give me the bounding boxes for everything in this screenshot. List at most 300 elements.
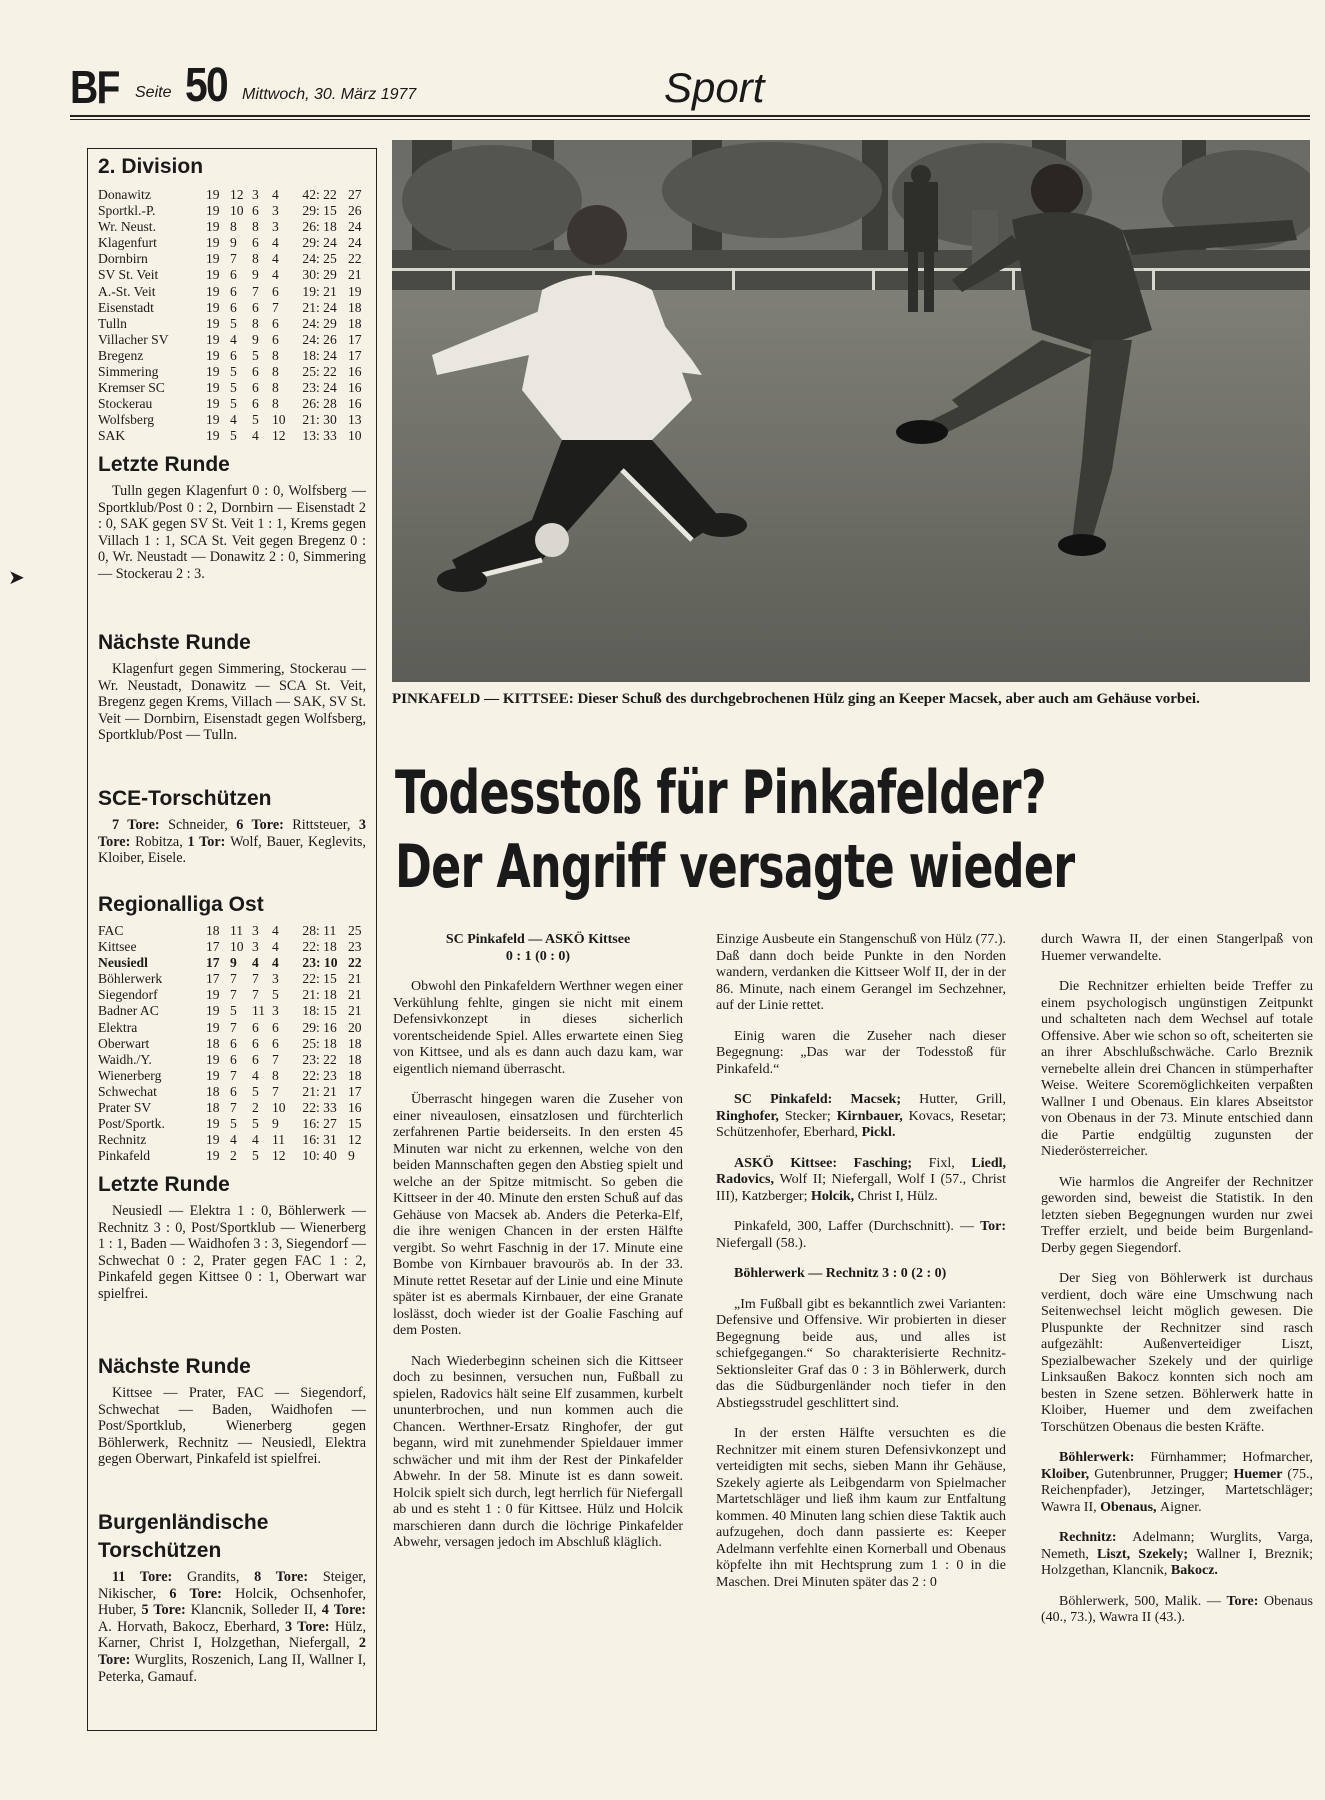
table-cell: 5 xyxy=(252,412,259,428)
table-cell: 2 xyxy=(252,1100,259,1116)
text-run: Gutenbrunner, Prugger; xyxy=(1094,1466,1234,1482)
burg-torschuetzen-heading: Burgenländische Torschützen xyxy=(98,1511,269,1562)
table-cell: 19 xyxy=(206,1132,220,1148)
table-cell: : 31 xyxy=(316,1132,337,1148)
table-cell: 21 xyxy=(348,267,362,283)
article-column-3 xyxy=(1041,932,1313,1641)
article-column-1 xyxy=(393,932,683,1566)
table-cell: 5 xyxy=(230,315,237,331)
table-cell: 6 xyxy=(230,1051,237,1067)
table-cell: 21 xyxy=(348,987,362,1003)
article-paragraph: Einzige Ausbeute ein Stangenschuß von Hülz (77.). Daß dann doch beide Punkte in den Norden wandern, verdanken die Kittseer Wolf II, der in der 86. Minute, nach einem Gerangel im Sechzehner, auf der Linie rettet. xyxy=(716,932,1006,1013)
letzte-runde-2-text: Neusiedl — Elektra 1 : 0, Böhlerwerk — Rechnitz 3 : 0, Post/Sportklub — Wienerberg 1 : 1, Baden — Waidhofen 3 : 3, Siegendorf — Schwechat 0 : 2, Prater gegen FAC 1 : 2, Pinkafeld gegen Kittsee 0 : 1, Oberwart war spielfrei. xyxy=(98,1203,366,1302)
table-cell: 5 xyxy=(230,428,237,444)
table-cell: 10 xyxy=(272,412,286,428)
table-cell: 5 xyxy=(230,396,237,412)
text-run: Tore: xyxy=(1226,1593,1265,1609)
table-cell: 18 xyxy=(302,1003,316,1019)
lineup-pinkafeld xyxy=(716,1092,1006,1142)
table-row xyxy=(98,284,370,300)
table-cell: 24 xyxy=(302,315,316,331)
text-run: Liedl, Radovics, xyxy=(716,1155,1006,1187)
table-cell: 22 xyxy=(302,939,316,955)
text-run: Kirnbauer, xyxy=(836,1108,909,1124)
table-cell: 24 xyxy=(348,235,362,251)
table-cell: 3 xyxy=(252,187,259,202)
table-cell: 9 xyxy=(230,955,237,971)
table-cell: : 24 xyxy=(316,380,337,396)
table-cell: 28 xyxy=(302,923,316,938)
article-paragraph: Überrascht hingegen waren die Zuseher von einer niveaulosen, einsatzlosen und fürchterlich zerfahrenen Partie beiderseits. In den ersten 45 Minuten war nicht zu erkennen, welche von den beiden Mannschaften gegen den Abstieg spielt und welche an der Spitze mitmischt. So geben die Kittseer in der 40. Minute den ersten Schuß auf das Gehäuse von Macsek ab. Anders die Peterka-Elf, die ihre wenigen Chancen in der ersten Hälfte vergibt. So wehrt Faschnig in der 17. Minute eine Bombe von Kirnbauer bravourös ab. In der 33. Minute rettet Resetar auf der Linie und eine Minute später ist es abermals Kirnbauer, der eine Granate loslässt, doch wieder ist der Goalie Fasching auf dem Posten. xyxy=(393,1092,683,1338)
text-run: 4 Tore: xyxy=(321,1602,367,1619)
table-cell: 19 xyxy=(206,1051,220,1067)
table-cell: 7 xyxy=(230,1019,237,1035)
table-cell: 19 xyxy=(206,283,220,299)
table-cell: 19 xyxy=(206,299,220,315)
table-cell: 22 xyxy=(302,971,316,987)
table-cell: 5 xyxy=(230,1116,237,1132)
table-cell: 4 xyxy=(252,1132,259,1148)
table-cell: 5 xyxy=(230,1003,237,1019)
table-cell: 23 xyxy=(348,939,362,955)
table-cell: 6 xyxy=(252,203,259,219)
table-cell: : 18 xyxy=(316,1035,337,1051)
article-paragraph: Einig waren die Zuseher nach dieser Begegnung: „Das war der Todesstoß für Pinkafeld.“ xyxy=(716,1028,1006,1077)
table-row xyxy=(98,235,370,251)
table-row xyxy=(98,187,370,203)
table-cell: 12 xyxy=(348,1132,362,1148)
match1-title: SC Pinkafeld — ASKÖ Kittsee xyxy=(445,932,631,947)
table-cell: : 24 xyxy=(316,299,337,315)
table-cell: Wienerberg xyxy=(98,1067,162,1083)
table-cell: 4 xyxy=(252,1067,259,1083)
table-cell: 19 xyxy=(206,1116,220,1132)
table-row xyxy=(98,267,370,283)
table-cell: 7 xyxy=(230,1100,237,1116)
table-cell: 4 xyxy=(272,187,279,202)
table-cell: 8 xyxy=(252,315,259,331)
table-cell: 6 xyxy=(272,1035,279,1051)
text-run: Wolf, Bauer, Keglevits, Kloiber, Eisele. xyxy=(98,833,366,867)
lineup-boehlerwerk xyxy=(1041,1450,1313,1516)
table-cell: 17 xyxy=(348,347,362,363)
table-row xyxy=(98,1084,370,1100)
table-cell: 19 xyxy=(348,283,362,299)
table-cell: SV St. Veit xyxy=(98,267,159,283)
table-cell: 9 xyxy=(252,331,259,347)
table-cell: 19 xyxy=(206,380,220,396)
table-cell: 7 xyxy=(230,971,237,987)
lineup-kittsee xyxy=(716,1156,1006,1206)
table-cell: 29 xyxy=(302,203,316,219)
text-run: Ringhofer, xyxy=(716,1108,785,1124)
table-row xyxy=(98,380,370,396)
paper-logo: BF xyxy=(70,61,119,113)
table-cell: 8 xyxy=(272,347,279,363)
table-cell: 11 xyxy=(272,1132,286,1148)
table-cell: Wr. Neust. xyxy=(98,219,156,235)
match2-title: Böhlerwerk — Rechnitz 3 : 0 (2 : 0) xyxy=(734,1266,947,1281)
table-cell: 8 xyxy=(252,219,259,235)
naechste-runde-2-text: Kittsee — Prater, FAC — Siegendorf, Schwechat — Baden, Waidhofen — Post/Sportklub, Wienerberg gegen Böhlerwerk, Rechnitz — Neusiedl, Elektra gegen Oberwart, Pinkafeld ist spielfrei. xyxy=(98,1385,366,1468)
table-cell: 25 xyxy=(302,1035,316,1051)
table-cell: 6 xyxy=(252,380,259,396)
table-cell: 19 xyxy=(206,412,220,428)
text-run: Grandits, xyxy=(186,1569,255,1585)
table-cell: 11 xyxy=(252,1003,266,1019)
table-cell: 22 xyxy=(348,955,362,971)
table-cell: 10 xyxy=(230,203,244,219)
table-cell: 5 xyxy=(252,1116,259,1132)
table-cell: 13 xyxy=(348,412,362,428)
table-cell: 30 xyxy=(302,267,316,283)
table-cell: Oberwart xyxy=(98,1035,150,1051)
table-row xyxy=(98,348,370,364)
table-cell: 26 xyxy=(348,203,362,219)
table-cell: 19 xyxy=(206,347,220,363)
table-cell: 5 xyxy=(252,1148,259,1164)
table-cell: 12 xyxy=(272,1148,286,1164)
table-row xyxy=(98,971,370,987)
sce-torschuetzen-heading: SCE-Torschützen xyxy=(98,787,272,810)
table-cell: 10 xyxy=(302,1148,316,1164)
table-cell: : 27 xyxy=(316,1116,337,1132)
table-cell: Schwechat xyxy=(98,1083,157,1099)
table-cell: 10 xyxy=(348,428,362,444)
table-cell: FAC xyxy=(98,923,124,938)
table-cell: 21 xyxy=(302,299,316,315)
table-cell: 6 xyxy=(230,299,237,315)
table-row xyxy=(98,987,370,1003)
table-cell: 15 xyxy=(348,1116,362,1132)
table-cell: 20 xyxy=(348,1019,362,1035)
text-run: Aigner. xyxy=(1160,1499,1202,1515)
table-cell: 7 xyxy=(272,1083,279,1099)
table-row xyxy=(98,1068,370,1084)
table-cell: : 24 xyxy=(316,347,337,363)
text-run: Böhlerwerk, 500, Malik. — xyxy=(1059,1593,1227,1609)
text-run: Stecker; xyxy=(784,1108,837,1124)
table-cell: 4 xyxy=(272,267,279,283)
table-cell: : 28 xyxy=(316,396,337,412)
headline-line-1: Todesstoß für Pinkafelder? xyxy=(395,758,1046,828)
table-cell: : 18 xyxy=(316,939,337,955)
header-rule-thin xyxy=(70,119,1310,120)
div2-standings-table xyxy=(98,187,370,445)
article-paragraph: Die Rechnitzer erhielten beide Treffer zu einem psychologisch ungünstigen Zeitpunkt und schalteten nach dem Wechsel auf totale Offensive. Aber wie schon so oft, scheiterten sie an ihrer Abschlußschwäche. Carlo Breznik vernebelte allein drei Chancen in stümperhafter Weise. Weitere Scoremöglichkeiten verpaßten Wallner I und Obenaus. Ein klares Abseitstor von Obenaus in der 73. Minute entschied dann die Partie endgültig zugunsten der Niederösterreicher. xyxy=(1041,979,1313,1159)
table-row xyxy=(98,428,370,444)
results-sidebar xyxy=(87,148,377,1731)
table-cell: 6 xyxy=(230,347,237,363)
table-cell: Donawitz xyxy=(98,187,151,202)
text-run: Hülz, Karner, Christ I, Holzgethan, Niefergall, xyxy=(98,1618,366,1652)
table-cell: : 26 xyxy=(316,331,337,347)
table-cell: 12 xyxy=(230,187,244,202)
table-cell: 23 xyxy=(302,380,316,396)
table-cell: : 16 xyxy=(316,1019,337,1035)
table-cell: : 10 xyxy=(316,955,338,971)
table-cell: 3 xyxy=(272,971,279,987)
table-cell: Neusiedl xyxy=(98,955,148,971)
text-run: 7 Tore: xyxy=(112,817,169,833)
table-row xyxy=(98,1132,370,1148)
table-cell: 24 xyxy=(348,219,362,235)
table-row xyxy=(98,1116,370,1132)
text-run: Bakocz. xyxy=(1170,1563,1218,1578)
text-run: (75., Reichenpfader), Jetzinger, Martetschläger; Wawra II, xyxy=(1041,1466,1313,1515)
table-cell: : 23 xyxy=(316,1067,337,1083)
article-paragraph: Obwohl den Pinkafeldern Werthner wegen einer Verkühlung fehlte, gingen sie nicht mit einem Defensivkonzept in dieses sicherlich vorentscheidende Spiel. Alles erwartete einen Sieg von Kittsee, und als es dann auch dazu kam, war eigentlich niemand überrascht. xyxy=(393,979,683,1077)
table-cell: 29 xyxy=(302,235,316,251)
table-cell: 6 xyxy=(252,396,259,412)
table-cell: 26 xyxy=(302,219,316,235)
text-run: 2 Tore: xyxy=(98,1635,366,1668)
table-cell: 17 xyxy=(348,1083,362,1099)
table-row xyxy=(98,316,370,332)
table-cell: 16 xyxy=(302,1116,316,1132)
table-cell: 8 xyxy=(252,251,259,267)
table-cell: 19 xyxy=(206,1003,220,1019)
table-cell: 19 xyxy=(206,203,220,219)
text-run: Adelmann; Wurglits, Varga, Nemeth, xyxy=(1041,1530,1313,1562)
table-cell: Stockerau xyxy=(98,396,153,412)
table-cell: 26 xyxy=(302,396,316,412)
table-cell: 6 xyxy=(252,1019,259,1035)
table-cell: 3 xyxy=(272,203,279,219)
table-cell: Post/Sportk. xyxy=(98,1116,165,1132)
table-cell: 27 xyxy=(348,187,362,202)
table-cell: Böhlerwerk xyxy=(98,971,163,987)
table-cell: 18 xyxy=(348,299,362,315)
text-run: Schneider, xyxy=(168,817,237,833)
table-row xyxy=(98,955,370,971)
table-cell: 6 xyxy=(252,299,259,315)
table-cell: 5 xyxy=(272,987,279,1003)
article-paragraph: In der ersten Hälfte versuchten es die Rechnitzer mit einem sturen Defensivkonzept und verteidigten mit sechs, sieben Mann ihr Gehäuse, Szekely agierte als Leibgendarm von Spielmacher Martetschläger und ließ ihm kaum zur Entfaltung kommen. 40 Minuten lang schien diese Taktik auch aufzugehen, doch dann passierte es: Keeper Adelmann verfehlte einen Kornerball und Obenaus köpfelte ihn mit Hechtsprung zum 1 : 0 in die Maschen. Drei Minuten später das 2 : 0 xyxy=(716,1426,1006,1590)
table-cell: 5 xyxy=(230,380,237,396)
table-cell: 16 xyxy=(348,1100,362,1116)
table-cell: 19 xyxy=(206,396,220,412)
text-run: Holcik, Ochsenhofer, Huber, xyxy=(98,1585,367,1619)
table-cell: 8 xyxy=(230,219,237,235)
table-cell: 4 xyxy=(272,251,279,267)
text-run: Kloiber, xyxy=(1041,1466,1095,1482)
table-cell: Tulln xyxy=(98,315,127,331)
table-cell: 6 xyxy=(230,283,237,299)
table-cell: 19 xyxy=(206,251,220,267)
table-cell: 6 xyxy=(230,1083,237,1099)
table-row xyxy=(98,364,370,380)
table-cell: 7 xyxy=(272,1051,279,1067)
photo-caption: PINKAFELD — KITTSEE: Dieser Schuß des durchgebrochenen Hülz ging an Keeper Macsek, aber auch am Gehäuse vorbei. xyxy=(392,691,1200,707)
table-row xyxy=(98,251,370,267)
article-column-2 xyxy=(716,932,1006,1605)
text-run: 3 Tore: xyxy=(284,1618,335,1635)
table-cell: 18 xyxy=(206,1100,220,1116)
table-cell: 6 xyxy=(252,1035,259,1051)
section-title: Sport xyxy=(664,64,765,111)
text-run: 3 Tore: xyxy=(98,817,366,850)
table-cell: 18 xyxy=(302,347,316,363)
text-run: Pinkafeld, 300, Laffer (Durchschnitt). — xyxy=(734,1219,981,1234)
letzte-runde-1-heading: Letzte Runde xyxy=(98,453,230,476)
letzte-runde-2-heading: Letzte Runde xyxy=(98,1173,230,1196)
text-run: Christ I, Hülz. xyxy=(857,1188,938,1204)
text-run: Wolf II; Niefergall, Wolf I (57., Christ III), Katzberger; xyxy=(716,1172,1006,1204)
table-cell: Simmering xyxy=(98,364,159,380)
table-cell: Prater SV xyxy=(98,1100,152,1116)
table-cell: 18 xyxy=(348,315,362,331)
table-cell: 18 xyxy=(348,1035,362,1051)
table-cell: 9 xyxy=(272,1116,279,1132)
match2-info xyxy=(1041,1594,1313,1627)
table-cell: 17 xyxy=(206,955,220,971)
table-cell: 17 xyxy=(348,331,362,347)
table-cell: 7 xyxy=(272,299,279,315)
table-cell: 6 xyxy=(272,331,279,347)
table-row xyxy=(98,1020,370,1036)
table-cell: 8 xyxy=(272,364,279,380)
table-cell: 22 xyxy=(302,1100,316,1116)
text-run: Wallner I, Breznik; Holzgethan, Klancnik, xyxy=(1041,1546,1313,1578)
table-cell: 5 xyxy=(252,347,259,363)
table-cell: 8 xyxy=(272,380,279,396)
table-cell: 17 xyxy=(206,971,220,987)
table-cell: : 33 xyxy=(316,428,337,444)
table-cell: : 18 xyxy=(316,219,337,235)
article-paragraph: „Im Fußball gibt es bekanntlich zwei Varianten: Defensive und Offensive. Wir probierten in dieser Begegnung beide aus, und alles ist schiefgegangen.“ So charakterisierte Rechnitz-Sektionsleiter Graf das 0 : 3 in Böhlerwerk, durch das die Südburgenländer noch tiefer in den Abstiegsstrudel geschlittert sind. xyxy=(716,1296,1006,1411)
text-run: Liszt, Szekely; xyxy=(1097,1546,1197,1562)
table-cell: 13 xyxy=(302,428,316,444)
text-run: Fixl, xyxy=(928,1155,972,1171)
table-cell: 2 xyxy=(230,1148,237,1164)
table-cell: 19 xyxy=(206,364,220,380)
table-cell: 23 xyxy=(302,955,316,971)
table-cell: 7 xyxy=(252,987,259,1003)
headline-line-2: Der Angriff versagte wieder xyxy=(395,832,1075,902)
table-cell: 7 xyxy=(252,283,259,299)
text-run: 5 Tore: xyxy=(141,1602,191,1619)
table-cell: 4 xyxy=(252,428,259,444)
table-cell: 6 xyxy=(230,1035,237,1051)
table-cell: 19 xyxy=(206,267,220,283)
table-cell: 6 xyxy=(272,1019,279,1035)
text-run: 6 Tore: xyxy=(236,817,293,833)
lineup-rechnitz xyxy=(1041,1530,1313,1580)
table-cell: 16 xyxy=(348,364,362,380)
table-row xyxy=(98,1003,370,1019)
table-cell: 7 xyxy=(230,1067,237,1083)
table-cell: 23 xyxy=(302,1051,316,1067)
div2-heading: 2. Division xyxy=(98,155,204,178)
table-cell: Bregenz xyxy=(98,347,144,363)
table-cell: Villacher SV xyxy=(98,331,169,347)
table-cell: 3 xyxy=(252,939,259,955)
table-row xyxy=(98,332,370,348)
table-cell: Pinkafeld xyxy=(98,1148,151,1164)
table-cell: 19 xyxy=(206,235,220,251)
table-cell: : 25 xyxy=(316,251,337,267)
text-run: Niefergall (58.). xyxy=(716,1235,807,1251)
table-cell: Dornbirn xyxy=(98,251,148,267)
table-cell: 4 xyxy=(230,331,237,347)
table-row xyxy=(98,412,370,428)
rlo-heading: Regionalliga Ost xyxy=(98,893,264,916)
text-run: ASKÖ Kittsee: Fasching; xyxy=(734,1155,929,1171)
table-cell: : 33 xyxy=(316,1100,337,1116)
text-run: Wurglits, Roszenich, Lang II, Wallner I, Peterka, Gamauf. xyxy=(98,1651,366,1685)
table-cell: 9 xyxy=(348,1148,355,1164)
table-cell: 9 xyxy=(252,267,259,283)
table-cell: 11 xyxy=(230,923,244,938)
table-cell: 7 xyxy=(230,251,237,267)
table-cell: 16 xyxy=(348,396,362,412)
table-cell: Wolfsberg xyxy=(98,412,155,428)
table-row xyxy=(98,396,370,412)
table-cell: 16 xyxy=(302,1132,316,1148)
table-cell: 18 xyxy=(206,923,220,938)
sce-torschuetzen-text xyxy=(98,817,366,867)
table-cell: 21 xyxy=(302,987,316,1003)
table-row xyxy=(98,203,370,219)
table-cell: 10 xyxy=(230,939,244,955)
table-cell: 4 xyxy=(230,1132,237,1148)
table-cell: : 15 xyxy=(316,203,337,219)
table-cell: 5 xyxy=(252,1083,259,1099)
table-row xyxy=(98,1036,370,1052)
table-cell: 7 xyxy=(252,971,259,987)
table-cell: 19 xyxy=(206,1067,220,1083)
table-cell: : 24 xyxy=(316,235,337,251)
table-cell: 6 xyxy=(252,235,259,251)
table-cell: : 15 xyxy=(316,971,337,987)
match1-score: 0 : 1 (0 : 0) xyxy=(505,948,571,964)
table-cell: 19 xyxy=(206,987,220,1003)
text-run: Rittsteuer, xyxy=(292,817,359,833)
table-cell: 19 xyxy=(206,187,220,202)
table-cell: : 22 xyxy=(316,364,337,380)
table-cell: 3 xyxy=(252,923,259,938)
table-cell: 4 xyxy=(272,923,279,938)
table-cell: Badner AC xyxy=(98,1003,159,1019)
table-cell: 22 xyxy=(302,1067,316,1083)
match-photo xyxy=(392,140,1310,682)
table-cell: 4 xyxy=(272,235,279,251)
table-cell: 19 xyxy=(206,219,220,235)
text-run: Obenaus, xyxy=(1100,1499,1161,1515)
table-cell: Siegendorf xyxy=(98,987,158,1003)
table-cell: 4 xyxy=(272,939,279,955)
table-cell: Waidh./Y. xyxy=(98,1051,152,1067)
naechste-runde-1-heading: Nächste Runde xyxy=(98,631,251,654)
table-cell: : 30 xyxy=(316,412,337,428)
text-run: Fürnhammer; Hofmarcher, xyxy=(1150,1450,1313,1465)
table-cell: : 11 xyxy=(316,923,337,938)
table-cell: 21 xyxy=(302,412,316,428)
naechste-runde-2-heading: Nächste Runde xyxy=(98,1355,251,1378)
table-cell: 6 xyxy=(252,1051,259,1067)
article-paragraph: Wie harmlos die Angreifer der Rechnitzer geworden sind, beweist die Statistik. In den letzten sieben Begegnungen wurden nur zwei Treffer erzielt, und beide beim Burgenland-Derby gegen Siegendorf. xyxy=(1041,1174,1313,1256)
table-cell: 21 xyxy=(302,1083,316,1099)
rlo-standings-table xyxy=(98,923,370,1164)
table-cell: Sportkl.-P. xyxy=(98,203,156,219)
header-rule xyxy=(70,115,1310,117)
table-cell: 19 xyxy=(206,1148,220,1164)
text-run: Steiger, Nikischer, xyxy=(98,1569,366,1602)
text-run: Obenaus (40., 73.), Wawra II (43.). xyxy=(1041,1593,1314,1625)
table-cell: 8 xyxy=(272,1067,279,1083)
table-cell: SAK xyxy=(98,428,126,444)
